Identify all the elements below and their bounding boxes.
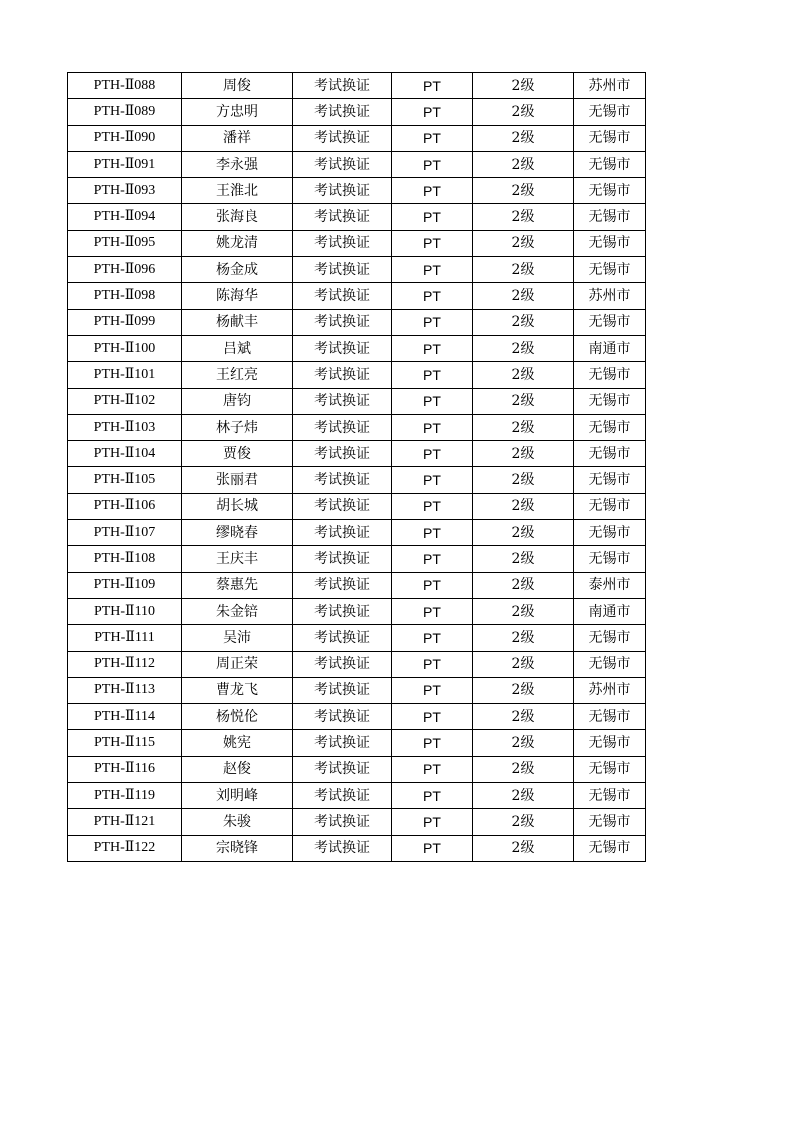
- issue-type-cell: 考试换证: [293, 309, 392, 335]
- person-name-cell: 张海良: [182, 204, 293, 230]
- city-cell: 无锡市: [574, 756, 646, 782]
- issue-type-cell: 考试换证: [293, 441, 392, 467]
- level-cell: 2级: [473, 204, 574, 230]
- table-row: [68, 677, 646, 703]
- test-method-cell: PT: [392, 493, 473, 519]
- certificate-id-cell: PTH-Ⅱ104: [68, 441, 182, 467]
- level-cell: 2级: [473, 441, 574, 467]
- test-method-cell: PT: [392, 178, 473, 204]
- person-name-cell: 王淮北: [182, 178, 293, 204]
- test-method-cell: PT: [392, 677, 473, 703]
- level-cell: 2级: [473, 677, 574, 703]
- test-method-cell: PT: [392, 835, 473, 861]
- table-row: [68, 335, 646, 361]
- certificate-id-cell: PTH-Ⅱ119: [68, 783, 182, 809]
- city-cell: 无锡市: [574, 651, 646, 677]
- city-cell: 无锡市: [574, 257, 646, 283]
- issue-type-cell: 考试换证: [293, 809, 392, 835]
- table-row: [68, 730, 646, 756]
- issue-type-cell: 考试换证: [293, 651, 392, 677]
- test-method-cell: PT: [392, 204, 473, 230]
- test-method-cell: PT: [392, 125, 473, 151]
- level-cell: 2级: [473, 99, 574, 125]
- certificate-id-cell: PTH-Ⅱ115: [68, 730, 182, 756]
- issue-type-cell: 考试换证: [293, 283, 392, 309]
- person-name-cell: 周正荣: [182, 651, 293, 677]
- city-cell: 无锡市: [574, 309, 646, 335]
- certificate-id-cell: PTH-Ⅱ099: [68, 309, 182, 335]
- test-method-cell: PT: [392, 704, 473, 730]
- level-cell: 2级: [473, 756, 574, 782]
- certificate-id-cell: PTH-Ⅱ111: [68, 625, 182, 651]
- level-cell: 2级: [473, 257, 574, 283]
- city-cell: 无锡市: [574, 467, 646, 493]
- issue-type-cell: 考试换证: [293, 493, 392, 519]
- person-name-cell: 姚宪: [182, 730, 293, 756]
- person-name-cell: 张丽君: [182, 467, 293, 493]
- test-method-cell: PT: [392, 388, 473, 414]
- level-cell: 2级: [473, 414, 574, 440]
- person-name-cell: 朱骏: [182, 809, 293, 835]
- issue-type-cell: 考试换证: [293, 178, 392, 204]
- certificate-id-cell: PTH-Ⅱ101: [68, 362, 182, 388]
- level-cell: 2级: [473, 520, 574, 546]
- table-row: [68, 493, 646, 519]
- table-row: [68, 520, 646, 546]
- level-cell: 2级: [473, 73, 574, 99]
- table-row: [68, 625, 646, 651]
- city-cell: 无锡市: [574, 441, 646, 467]
- person-name-cell: 杨献丰: [182, 309, 293, 335]
- table-row: [68, 704, 646, 730]
- level-cell: 2级: [473, 572, 574, 598]
- person-name-cell: 周俊: [182, 73, 293, 99]
- table-row: [68, 362, 646, 388]
- person-name-cell: 陈海华: [182, 283, 293, 309]
- test-method-cell: PT: [392, 309, 473, 335]
- certificate-id-cell: PTH-Ⅱ114: [68, 704, 182, 730]
- test-method-cell: PT: [392, 756, 473, 782]
- table-row: [68, 414, 646, 440]
- person-name-cell: 林子炜: [182, 414, 293, 440]
- certificate-id-cell: PTH-Ⅱ107: [68, 520, 182, 546]
- issue-type-cell: 考试换证: [293, 520, 392, 546]
- table-row: [68, 151, 646, 177]
- table-row: [68, 309, 646, 335]
- table-row: [68, 388, 646, 414]
- table-row: [68, 783, 646, 809]
- certificate-id-cell: PTH-Ⅱ106: [68, 493, 182, 519]
- test-method-cell: PT: [392, 73, 473, 99]
- test-method-cell: PT: [392, 809, 473, 835]
- table-row: [68, 835, 646, 861]
- test-method-cell: PT: [392, 362, 473, 388]
- test-method-cell: PT: [392, 730, 473, 756]
- certificate-id-cell: PTH-Ⅱ096: [68, 257, 182, 283]
- issue-type-cell: 考试换证: [293, 598, 392, 624]
- certificate-id-cell: PTH-Ⅱ094: [68, 204, 182, 230]
- issue-type-cell: 考试换证: [293, 835, 392, 861]
- city-cell: 无锡市: [574, 625, 646, 651]
- certificate-id-cell: PTH-Ⅱ102: [68, 388, 182, 414]
- city-cell: 无锡市: [574, 414, 646, 440]
- city-cell: 泰州市: [574, 572, 646, 598]
- test-method-cell: PT: [392, 335, 473, 361]
- level-cell: 2级: [473, 809, 574, 835]
- test-method-cell: PT: [392, 625, 473, 651]
- test-method-cell: PT: [392, 783, 473, 809]
- city-cell: 无锡市: [574, 204, 646, 230]
- test-method-cell: PT: [392, 283, 473, 309]
- city-cell: 无锡市: [574, 835, 646, 861]
- certificate-id-cell: PTH-Ⅱ116: [68, 756, 182, 782]
- level-cell: 2级: [473, 704, 574, 730]
- table-row: [68, 125, 646, 151]
- table-row: [68, 651, 646, 677]
- person-name-cell: 杨金成: [182, 257, 293, 283]
- certificate-id-cell: PTH-Ⅱ098: [68, 283, 182, 309]
- issue-type-cell: 考试换证: [293, 257, 392, 283]
- certificate-id-cell: PTH-Ⅱ100: [68, 335, 182, 361]
- level-cell: 2级: [473, 730, 574, 756]
- person-name-cell: 赵俊: [182, 756, 293, 782]
- issue-type-cell: 考试换证: [293, 204, 392, 230]
- person-name-cell: 方忠明: [182, 99, 293, 125]
- table-row: [68, 73, 646, 99]
- test-method-cell: PT: [392, 257, 473, 283]
- issue-type-cell: 考试换证: [293, 625, 392, 651]
- level-cell: 2级: [473, 309, 574, 335]
- person-name-cell: 潘祥: [182, 125, 293, 151]
- table-row: [68, 809, 646, 835]
- certificate-table-body: [68, 73, 646, 862]
- level-cell: 2级: [473, 467, 574, 493]
- level-cell: 2级: [473, 546, 574, 572]
- level-cell: 2级: [473, 625, 574, 651]
- person-name-cell: 王红亮: [182, 362, 293, 388]
- issue-type-cell: 考试换证: [293, 467, 392, 493]
- person-name-cell: 贾俊: [182, 441, 293, 467]
- test-method-cell: PT: [392, 99, 473, 125]
- table-row: [68, 99, 646, 125]
- issue-type-cell: 考试换证: [293, 572, 392, 598]
- level-cell: 2级: [473, 362, 574, 388]
- certificate-id-cell: PTH-Ⅱ089: [68, 99, 182, 125]
- table-row: [68, 572, 646, 598]
- table-row: [68, 257, 646, 283]
- city-cell: 无锡市: [574, 493, 646, 519]
- level-cell: 2级: [473, 178, 574, 204]
- person-name-cell: 朱金锫: [182, 598, 293, 624]
- level-cell: 2级: [473, 388, 574, 414]
- city-cell: 无锡市: [574, 783, 646, 809]
- city-cell: 无锡市: [574, 388, 646, 414]
- issue-type-cell: 考试换证: [293, 730, 392, 756]
- certificate-id-cell: PTH-Ⅱ091: [68, 151, 182, 177]
- test-method-cell: PT: [392, 467, 473, 493]
- issue-type-cell: 考试换证: [293, 99, 392, 125]
- person-name-cell: 曹龙飞: [182, 677, 293, 703]
- certificate-table: [67, 72, 646, 862]
- person-name-cell: 宗晓锋: [182, 835, 293, 861]
- level-cell: 2级: [473, 835, 574, 861]
- certificate-id-cell: PTH-Ⅱ093: [68, 178, 182, 204]
- person-name-cell: 李永强: [182, 151, 293, 177]
- person-name-cell: 蔡惠先: [182, 572, 293, 598]
- test-method-cell: PT: [392, 230, 473, 256]
- level-cell: 2级: [473, 230, 574, 256]
- issue-type-cell: 考试换证: [293, 546, 392, 572]
- level-cell: 2级: [473, 493, 574, 519]
- person-name-cell: 杨悦伦: [182, 704, 293, 730]
- certificate-id-cell: PTH-Ⅱ108: [68, 546, 182, 572]
- level-cell: 2级: [473, 651, 574, 677]
- table-row: [68, 178, 646, 204]
- city-cell: 无锡市: [574, 704, 646, 730]
- test-method-cell: PT: [392, 151, 473, 177]
- city-cell: 南通市: [574, 335, 646, 361]
- test-method-cell: PT: [392, 572, 473, 598]
- city-cell: 无锡市: [574, 151, 646, 177]
- person-name-cell: 唐钧: [182, 388, 293, 414]
- city-cell: 无锡市: [574, 178, 646, 204]
- issue-type-cell: 考试换证: [293, 151, 392, 177]
- certificate-id-cell: PTH-Ⅱ109: [68, 572, 182, 598]
- city-cell: 无锡市: [574, 99, 646, 125]
- certificate-id-cell: PTH-Ⅱ112: [68, 651, 182, 677]
- level-cell: 2级: [473, 783, 574, 809]
- test-method-cell: PT: [392, 520, 473, 546]
- level-cell: 2级: [473, 335, 574, 361]
- certificate-id-cell: PTH-Ⅱ121: [68, 809, 182, 835]
- issue-type-cell: 考试换证: [293, 335, 392, 361]
- certificate-id-cell: PTH-Ⅱ110: [68, 598, 182, 624]
- issue-type-cell: 考试换证: [293, 230, 392, 256]
- city-cell: 南通市: [574, 598, 646, 624]
- issue-type-cell: 考试换证: [293, 73, 392, 99]
- city-cell: 苏州市: [574, 677, 646, 703]
- city-cell: 无锡市: [574, 125, 646, 151]
- person-name-cell: 缪晓春: [182, 520, 293, 546]
- issue-type-cell: 考试换证: [293, 125, 392, 151]
- table-row: [68, 546, 646, 572]
- level-cell: 2级: [473, 151, 574, 177]
- level-cell: 2级: [473, 125, 574, 151]
- certificate-id-cell: PTH-Ⅱ113: [68, 677, 182, 703]
- person-name-cell: 姚龙清: [182, 230, 293, 256]
- test-method-cell: PT: [392, 546, 473, 572]
- level-cell: 2级: [473, 283, 574, 309]
- city-cell: 无锡市: [574, 362, 646, 388]
- issue-type-cell: 考试换证: [293, 677, 392, 703]
- person-name-cell: 王庆丰: [182, 546, 293, 572]
- person-name-cell: 刘明峰: [182, 783, 293, 809]
- certificate-id-cell: PTH-Ⅱ103: [68, 414, 182, 440]
- issue-type-cell: 考试换证: [293, 414, 392, 440]
- test-method-cell: PT: [392, 651, 473, 677]
- issue-type-cell: 考试换证: [293, 704, 392, 730]
- certificate-id-cell: PTH-Ⅱ088: [68, 73, 182, 99]
- table-row: [68, 467, 646, 493]
- person-name-cell: 吕斌: [182, 335, 293, 361]
- person-name-cell: 胡长城: [182, 493, 293, 519]
- city-cell: 无锡市: [574, 546, 646, 572]
- table-row: [68, 441, 646, 467]
- city-cell: 苏州市: [574, 283, 646, 309]
- table-row: [68, 756, 646, 782]
- city-cell: 苏州市: [574, 73, 646, 99]
- issue-type-cell: 考试换证: [293, 756, 392, 782]
- table-row: [68, 283, 646, 309]
- table-row: [68, 230, 646, 256]
- table-row: [68, 598, 646, 624]
- table-row: [68, 204, 646, 230]
- issue-type-cell: 考试换证: [293, 362, 392, 388]
- test-method-cell: PT: [392, 441, 473, 467]
- city-cell: 无锡市: [574, 730, 646, 756]
- level-cell: 2级: [473, 598, 574, 624]
- city-cell: 无锡市: [574, 809, 646, 835]
- certificate-id-cell: PTH-Ⅱ095: [68, 230, 182, 256]
- person-name-cell: 吴沛: [182, 625, 293, 651]
- certificate-id-cell: PTH-Ⅱ122: [68, 835, 182, 861]
- certificate-id-cell: PTH-Ⅱ105: [68, 467, 182, 493]
- issue-type-cell: 考试换证: [293, 783, 392, 809]
- city-cell: 无锡市: [574, 520, 646, 546]
- issue-type-cell: 考试换证: [293, 388, 392, 414]
- test-method-cell: PT: [392, 414, 473, 440]
- certificate-id-cell: PTH-Ⅱ090: [68, 125, 182, 151]
- test-method-cell: PT: [392, 598, 473, 624]
- city-cell: 无锡市: [574, 230, 646, 256]
